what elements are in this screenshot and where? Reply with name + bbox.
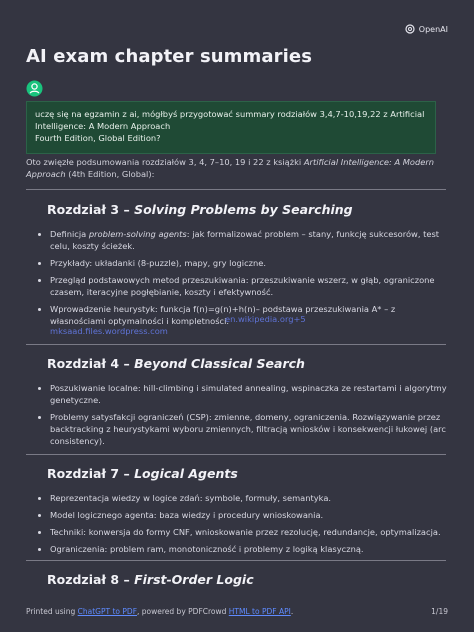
section-label: Rozdział 3 – — [47, 202, 135, 217]
section-heading-ch3 — [47, 202, 353, 217]
footer-text: , powered by PDFCrowd — [137, 607, 229, 616]
list-item: • Problemy satysfakcji ograniczeń (CSP): zmienne, domeny, ograniczenia. Rozwiązywanie przez backtracking z heurystykami wyboru zmiennych, filtracją wniosków i konsekwencji łukowej (arc consistency). — [50, 411, 450, 447]
intro-text-end: (4th Edition, Global): — [65, 169, 155, 179]
section-title: Logical Agents — [134, 466, 238, 481]
list-item: • Definicja problem-solving agents: jak formalizować problem – stany, funkcję sukcesorów, test celu, koszty ścieżek. — [50, 228, 450, 252]
assistant-intro — [26, 156, 446, 180]
footer-text: . — [290, 607, 294, 616]
html-to-pdf-api-link[interactable]: HTML to PDF API — [228, 607, 291, 616]
list-item: • Przegląd podstawowych metod przeszukiwania: przeszukiwanie wszerz, w głąb, ograniczone czasem, iteracyjne pogłębianie, koszty i efektywność. — [50, 274, 450, 298]
user-message-line-1: uczę się na egzamin z ai, mógłbyś przygotować summary rodziałów 3,4,7-10,19,22 z Artificial Intelligence: A Modern Approach — [35, 109, 425, 131]
list-item: • Reprezentacja wiedzy w logice zdań: symbole, formuły, semantyka. — [50, 492, 450, 504]
divider — [26, 344, 446, 345]
source-link-wikipedia[interactable]: en.wikipedia.org+5 — [225, 314, 306, 324]
footer-text: Printed using — [26, 607, 78, 616]
section-heading-ch7 — [47, 466, 238, 481]
openai-brand — [405, 24, 448, 34]
list-item: • Techniki: konwersja do formy CNF, wnioskowanie przez rezolucję, redundancje, optymalizacja. — [50, 526, 450, 538]
list-item: • Poszukiwanie locaIne: hill-climbing i simulated annealing, wspinaczka ze restartami i algorytmy genetyczne. — [50, 382, 450, 406]
section-list-ch7 — [35, 492, 450, 560]
chatgpt-to-pdf-link[interactable]: ChatGPT to PDF — [77, 607, 138, 616]
section-title: First-Order Logic — [134, 572, 254, 587]
section-title: Solving Problems by Searching — [134, 202, 353, 217]
user-message — [26, 101, 436, 154]
section-heading-ch8 — [47, 572, 254, 587]
page-number: 1/19 — [431, 607, 448, 616]
brand-name: OpenAI — [418, 24, 448, 34]
print-footer — [26, 607, 293, 616]
source-link-mksaad[interactable]: mksaad.files.wordpress.com — [50, 326, 168, 336]
book-title: Artificial Intelligence: A Modern Approach — [26, 157, 435, 179]
divider — [26, 560, 446, 561]
section-label: Rozdział 7 – — [47, 466, 135, 481]
intro-text: Oto zwięzłe podsumowania rozdziałów 3, 4, 7–10, 19 i 22 z książki — [26, 157, 304, 167]
user-message-line-2: Fourth Edition, Global Edition? — [35, 133, 161, 143]
openai-logo-icon — [405, 24, 415, 34]
section-title: Beyond Classical Search — [134, 356, 305, 371]
divider — [26, 454, 446, 455]
page-title: AI exam chapter summaries — [26, 46, 313, 67]
list-item: • Przykłady: układanki (8-puzzle), mapy, gry logiczne. — [50, 257, 450, 269]
list-item: • Model logicznego agenta: baza wiedzy i procedury wnioskowania. — [50, 509, 450, 521]
section-list-ch4 — [35, 382, 450, 452]
list-item: • Wprowadzenie heurystyk: funkcja f(n)=g(n)+h(n)– podstawa przeszukiwania A* – z własnościami optymalności i kompletności. — [50, 303, 450, 327]
user-avatar-icon — [26, 80, 43, 97]
section-label: Rozdział 4 – — [47, 356, 135, 371]
divider — [26, 189, 446, 190]
section-label: Rozdział 8 – — [47, 572, 135, 587]
list-item: • Ograniczenia: problem ram, monotoniczność i problemy z logiką klasyczną. — [50, 543, 450, 555]
section-heading-ch4 — [47, 356, 305, 371]
